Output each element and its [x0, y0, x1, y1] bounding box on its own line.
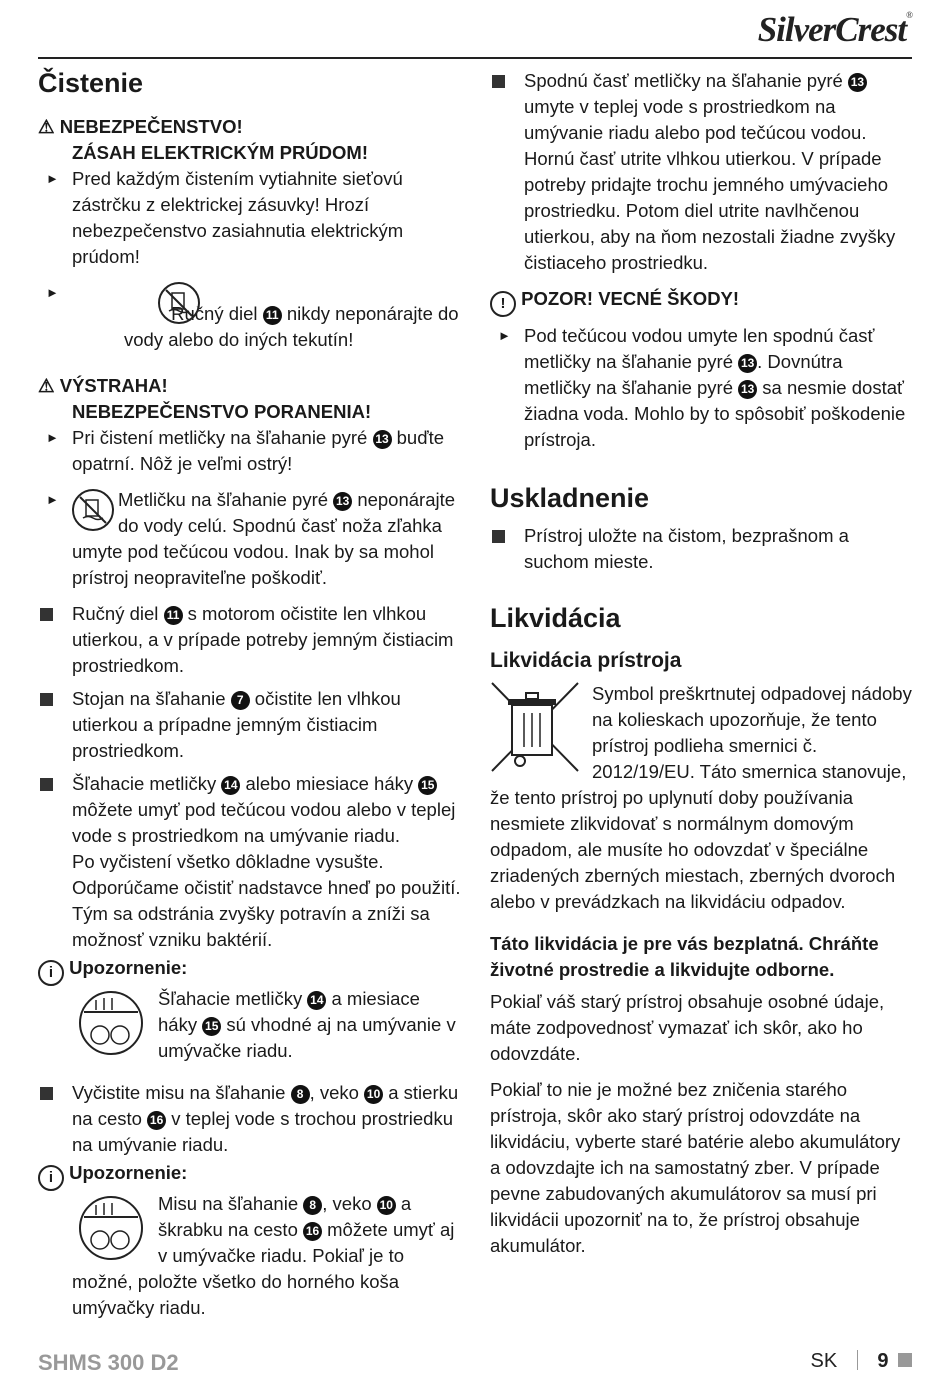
list-item: Prístroj uložte na čistom, bezprašnom a suchom mieste.: [490, 523, 914, 575]
list-item: Vyčistite misu na šľahanie 8 , veko 10 a stierku na cesto 16 v teplej vode s trochou prostriedku na umývanie riadu.: [38, 1080, 463, 1158]
info-icon: i: [38, 1165, 64, 1191]
warning-triangle-icon: ⚠: [38, 375, 55, 396]
disposal-paragraph: Symbol preškrtnutej odpadovej nádoby na kolieskach upozorňuje, že tento prístroj podlieha smernici č. 2012/19/EU. Táto smernica stanovuje, že tento prístroj po uplynutí doby používania nesmiete zlikvidovať s normálnym domovým odpadom, ale musíte ho odovzdať v špeciálne zriadených zberných miestach, zberných dvoroch alebo v prevádzkach na likvidáciu odpadov.: [490, 683, 912, 912]
list-item: ► Pred každým čistením vytiahnite sieťovú zástrčku z elektrickej zásuvky! Hrozí nebezpečenstvo zasiahnutia elektrickým prúdom!: [46, 168, 404, 267]
dishwasher-icon: [74, 990, 148, 1063]
section-heading-disposal: Likvidácia: [490, 603, 621, 633]
square-bullet-icon: [40, 608, 53, 621]
right-column: [490, 68, 914, 1259]
language-code: SK: [810, 1350, 838, 1372]
left-column: [38, 66, 463, 1321]
header-rule: [38, 57, 912, 59]
page-marker-square: [898, 1353, 912, 1367]
list-item: Spodnú časť metličky na šľahanie pyré 13 umyte v teplej vode s prostriedkom na umývanie riadu alebo pod tečúcou vodou. Hornú časť utrite vlhkou utierkou. V prípade potreby pridajte trochu jemného umývacieho prostriedku. Potom diel utrite navlhčenou utierkou, aby na ňom nezostali žiadne zvyšky čistiaceho prostriedku.: [490, 68, 914, 276]
note-block: Šľahacie metličky 14 a miesiace háky 15 sú vhodné aj na umývanie v umývačke riadu.: [38, 986, 463, 1066]
caution-title: ! POZOR! VECNÉ ŠKODY!: [490, 286, 914, 317]
no-immersion-icon: [72, 489, 114, 531]
section-heading-storage: Uskladnenie: [490, 483, 650, 513]
caution-icon: !: [490, 291, 516, 317]
list-item: ► Pri čistení metličky na šľahanie pyré 13 buďte opatrní. Nôž je veľmi ostrý!: [46, 427, 445, 474]
list-item: Stojan na šľahanie 7 očistite len vlhkou utierkou a prípadne jemným čistiacim prostriedkom.: [38, 686, 463, 764]
arrow-bullet-icon: ►: [46, 492, 59, 507]
list-item: Ručný diel 11 s motorom očistite len vlhkou utierkou, a v prípade potreby jemným čistiacim prostriedkom.: [38, 601, 463, 679]
square-bullet-icon: [492, 75, 505, 88]
disposal-free-note: Táto likvidácia je pre vás bezplatná. Chráňte životné prostredie a likvidujte odborne.: [490, 933, 879, 980]
disposal-batteries-paragraph: Pokiaľ to nie je možné bez zničenia starého prístroja, skôr ako starý prístroj odovzdáte na likvidáciu, vyberte staré batérie alebo akumulátory a odovzdajte ich na samostatný zber. V prípade pevne zabudovaných akumulátorov sa musí pri likvidácii upozorniť na to, že prístroj obsahuje akumulátor.: [490, 1079, 901, 1256]
section-heading-cleaning: Čistenie: [38, 68, 144, 98]
crossed-bin-icon: [490, 681, 592, 781]
warning-triangle-icon: ⚠: [38, 116, 55, 137]
page-footer: [811, 1350, 913, 1373]
arrow-bullet-icon: ►: [46, 430, 59, 445]
warning-title: ⚠ VÝSTRAHA! NEBEZPEČENSTVO PORANENIA!: [38, 375, 372, 422]
note-title: i Upozornenie:: [38, 1160, 463, 1191]
model-number: SHMS 300 D2: [38, 1350, 179, 1375]
dishwasher-icon: [74, 1195, 148, 1268]
list-item: Šľahacie metličky 14 alebo miesiace háky 15 môžete umyť pod tečúcou vodou alebo v teplej vode s prostriedkom na umývanie riadu. Po vyčistení všetko dôkladne vysušte. Odporúčame očistiť nadstavce hneď po použití. Tým sa odstránia zvyšky potravín a zníži sa možnosť vzniku baktérií.: [38, 771, 463, 953]
list-item: ► Ručný diel 11 nikdy neponárajte do vody alebo do iných tekutín!: [38, 280, 463, 353]
page-number: 9: [877, 1350, 889, 1372]
footer-divider: [857, 1350, 858, 1370]
arrow-bullet-icon: ►: [498, 328, 511, 343]
square-bullet-icon: [40, 778, 53, 791]
disposal-personal-data-paragraph: Pokiaľ váš starý prístroj obsahuje osobné údaje, máte zodpovednosť vymazať ich skôr, ako ho odovzdáte.: [490, 991, 885, 1064]
no-immersion-icon: [158, 282, 200, 324]
brand-logo: SilverCrest®: [757, 10, 912, 49]
danger-title: ⚠ NEBEZPEČENSTVO! ZÁSAH ELEKTRICKÝM PRÚDOM!: [38, 116, 368, 163]
square-bullet-icon: [492, 530, 505, 543]
arrow-bullet-icon: ►: [46, 171, 59, 186]
square-bullet-icon: [40, 693, 53, 706]
note-title: i Upozornenie:: [38, 955, 463, 986]
arrow-bullet-icon: ►: [46, 285, 59, 300]
square-bullet-icon: [40, 1087, 53, 1100]
info-icon: i: [38, 960, 64, 986]
list-item: ► Metličku na šľahanie pyré 13 neponárajte do vody celú. Spodnú časť noža zľahka umyte pod tečúcou vodou. Inak by sa mohol prístroj neopraviteľne poškodiť.: [46, 489, 456, 588]
note-block: Misu na šľahanie 8 , veko 10 a škrabku na cesto 16 môžete umyť aj v umývačke riadu. Pokiaľ je to možné, položte všetko do horného koša umývačky riadu.: [72, 1193, 455, 1318]
list-item: ► Pod tečúcou vodou umyte len spodnú časť metličky na šľahanie pyré 13 . Dovnútra metličky na šľahanie pyré 13 sa nesmie dostať žiadna voda. Mohlo by to spôsobiť poškodenie prístroja.: [498, 325, 906, 450]
subheading-disposal-device: Likvidácia prístroja: [490, 649, 682, 672]
